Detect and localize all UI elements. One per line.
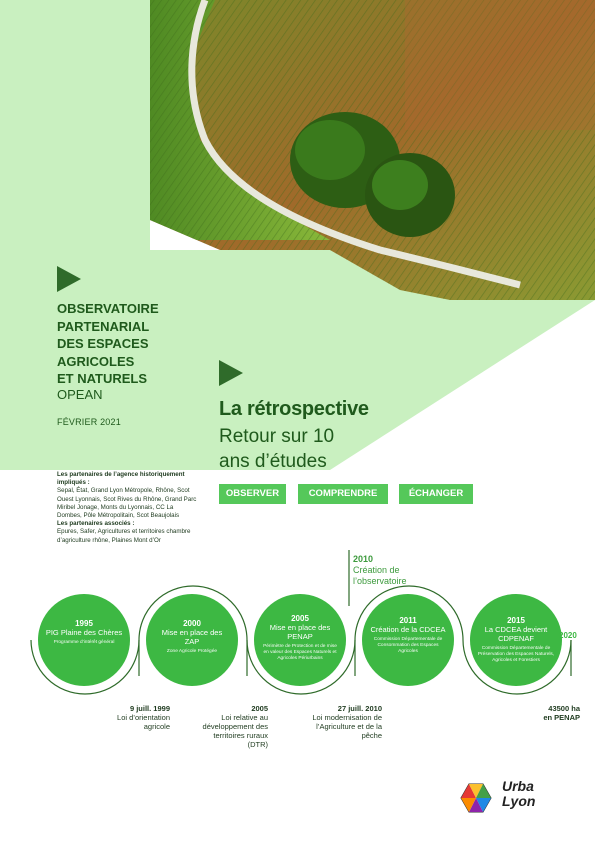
title-line: OBSERVATOIRE <box>57 301 159 316</box>
event-text: Loi d’orientation agricole <box>117 713 170 731</box>
event-year: 2010 <box>353 554 374 564</box>
event-2010-observatory <box>353 554 433 587</box>
event-text: Loi modernisation de l’Agriculture et de la pêche <box>312 713 382 740</box>
tag-comprendre: COMPRENDRE <box>298 484 388 504</box>
historic-partners-label: Les partenaires de l’agence historiquement impliqués : <box>57 471 185 487</box>
circle-year: 2000 <box>183 619 201 628</box>
associated-partners-list: Epures, Safer, Agricultures et territoires chambre d’agriculture rhône, Plaines Mont d’Or <box>57 528 191 544</box>
circle-year: 2015 <box>507 616 525 625</box>
circle-label: Mise en place des ZAP <box>161 628 223 646</box>
event-text: Création de l’observatoire <box>353 565 407 586</box>
circle-label: PIG Plaine des Chères <box>45 628 123 637</box>
circle-desc: Commission Départementale de Consommation des Espaces Agricoles <box>373 637 443 654</box>
event-text: Loi relative au développement des territoires ruraux (DTR) <box>202 713 268 749</box>
circle-label: Mise en place des PENAP <box>269 623 331 641</box>
circle-label: La CDCEA devient CDPENAF <box>484 625 548 643</box>
circle-label: Création de la CDCEA <box>370 625 446 634</box>
title-line: AGRICOLES <box>57 353 135 369</box>
event-date: 9 juill. 1999 <box>129 704 170 713</box>
associated-partners-label: Les partenaires associés : <box>57 520 135 528</box>
logo-text-line: Lyon <box>502 793 536 809</box>
year-2020-label: 2020 <box>559 631 577 640</box>
publication-date: FÉVRIER 2021 <box>57 417 121 427</box>
circle-desc: Commission Départementale de Préservation des Espaces Naturels, Agricoles et Forestiers <box>477 646 555 663</box>
event-penap-area <box>520 704 580 722</box>
event-date: 43500 ha <box>548 704 580 713</box>
acronym: OPEAN <box>57 387 103 402</box>
event-text: en PENAP <box>543 713 580 722</box>
historic-partners-list: Sepal, État, Grand Lyon Métropole, Rhône, Scot Ouest Lyonnais, Scot Rives du Rhône, Grand Parc Miribel Jonage, Monts du Lyonnais, CC La Dombes, Pôle Métropolitain, Scot Beaujolais <box>57 487 197 520</box>
logo-text-line: Urba <box>502 778 534 794</box>
title-line: PARTENARIAL <box>57 318 150 334</box>
event-2005 <box>198 704 268 749</box>
circle-desc: Programme d’intérêt général <box>53 640 115 645</box>
event-2010-law <box>306 704 382 740</box>
circle-year: 2005 <box>291 614 309 623</box>
title-line: DES ESPACES <box>57 336 149 351</box>
event-1999 <box>96 704 170 731</box>
circle-year: 1995 <box>75 619 93 628</box>
event-date: 27 juill. 2010 <box>337 704 382 713</box>
event-date: 2005 <box>251 704 268 713</box>
title-line: ET NATURELS <box>57 371 148 386</box>
circle-text-2015 <box>476 616 556 664</box>
circle-text-1995 <box>44 619 124 646</box>
circle-desc: Zone Agricole Protégée <box>166 649 218 654</box>
tag-observer: OBSERVER <box>219 484 286 504</box>
circle-text-2011 <box>370 616 446 655</box>
retrospective-title: La rétrospective <box>219 398 369 420</box>
circle-desc: Périmètre de Protection et de mise en valeur des Espaces Naturels et Agricoles Périurbains <box>263 644 337 661</box>
circle-text-2000 <box>155 619 229 655</box>
circle-year: 2011 <box>399 616 417 625</box>
logo-text <box>502 779 535 809</box>
tag-echanger: ÉCHANGER <box>399 484 473 504</box>
retrospective-subtitle: Retour sur 10 ans d’études <box>219 426 335 472</box>
circle-text-2005 <box>262 614 338 662</box>
